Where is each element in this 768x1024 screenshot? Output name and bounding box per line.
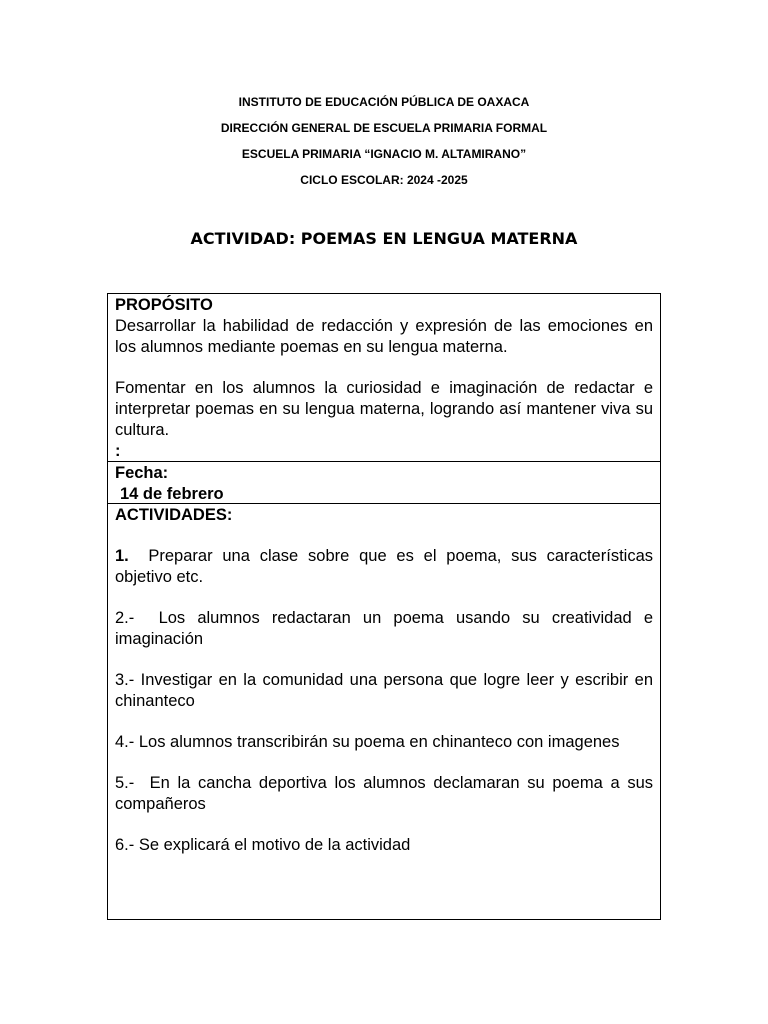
proposito-trailing-colon: : [115, 442, 121, 460]
activity-number: 6.- [115, 836, 135, 854]
activity-text: Preparar una clase sobre que es el poema, sus características objetivo etc. [115, 547, 653, 586]
school-name: ESCUELA PRIMARIA “IGNACIO M. ALTAMIRANO” [241, 147, 527, 161]
activity-text: Los alumnos transcribirán su poema en chinanteco con imagenes [138, 733, 620, 751]
paragraph-gap [115, 815, 653, 835]
activity-number: 5.- [115, 774, 135, 792]
paragraph-gap [115, 712, 653, 732]
activity-number: 4.- [115, 733, 135, 751]
activity-text: Investigar en la comunidad una persona que logre leer y escribir en chinanteco [115, 671, 653, 710]
paragraph-gap [115, 526, 653, 546]
fecha-cell [108, 461, 660, 503]
institute-name: INSTITUTO DE EDUCACIÓN PÚBLICA DE OAXACA [238, 95, 530, 109]
document-header [0, 89, 768, 193]
paragraph-gap [115, 753, 653, 773]
fecha-value: 14 de febrero [120, 485, 224, 503]
school-year: CICLO ESCOLAR: 2024 -2025 [300, 173, 468, 187]
activity-title: ACTIVIDAD: POEMAS EN LENGUA MATERNA [190, 229, 578, 248]
activity-text: Se explicará el motivo de la actividad [138, 836, 411, 854]
activity-item-4 [115, 732, 653, 753]
direction-name: DIRECCIÓN GENERAL DE ESCUELA PRIMARIA FORMAL [220, 121, 548, 135]
activity-item-6 [115, 835, 653, 856]
activity-table [107, 293, 661, 920]
paragraph-gap [115, 650, 653, 670]
proposito-paragraph: Desarrollar la habilidad de redacción y expresión de las emociones en los alumnos mediante poemas en su lengua materna. [115, 317, 653, 356]
activity-item-2 [115, 608, 653, 650]
fecha-label: Fecha: [115, 464, 169, 482]
proposito-label: PROPÓSITO [115, 296, 213, 314]
proposito-paragraph: Fomentar en los alumnos la curiosidad e imaginación de redactar e interpretar poemas en su lengua materna, logrando así mantener viva su cultura. [115, 379, 653, 439]
activity-item-3 [115, 670, 653, 712]
paragraph-gap [115, 588, 653, 608]
activity-text: Los alumnos redactaran un poema usando su creatividad e imaginación [115, 609, 653, 648]
actividades-cell [108, 503, 660, 919]
proposito-cell [108, 294, 660, 461]
activity-number: 1. [115, 547, 129, 565]
activity-item-1 [115, 546, 653, 588]
activity-number: 2.- [115, 609, 135, 627]
activity-number: 3.- [115, 671, 135, 689]
paragraph-gap [115, 358, 653, 378]
activity-item-5 [115, 773, 653, 815]
actividades-label: ACTIVIDADES: [115, 506, 233, 524]
activity-text: En la cancha deportiva los alumnos declamaran su poema a sus compañeros [115, 774, 653, 813]
